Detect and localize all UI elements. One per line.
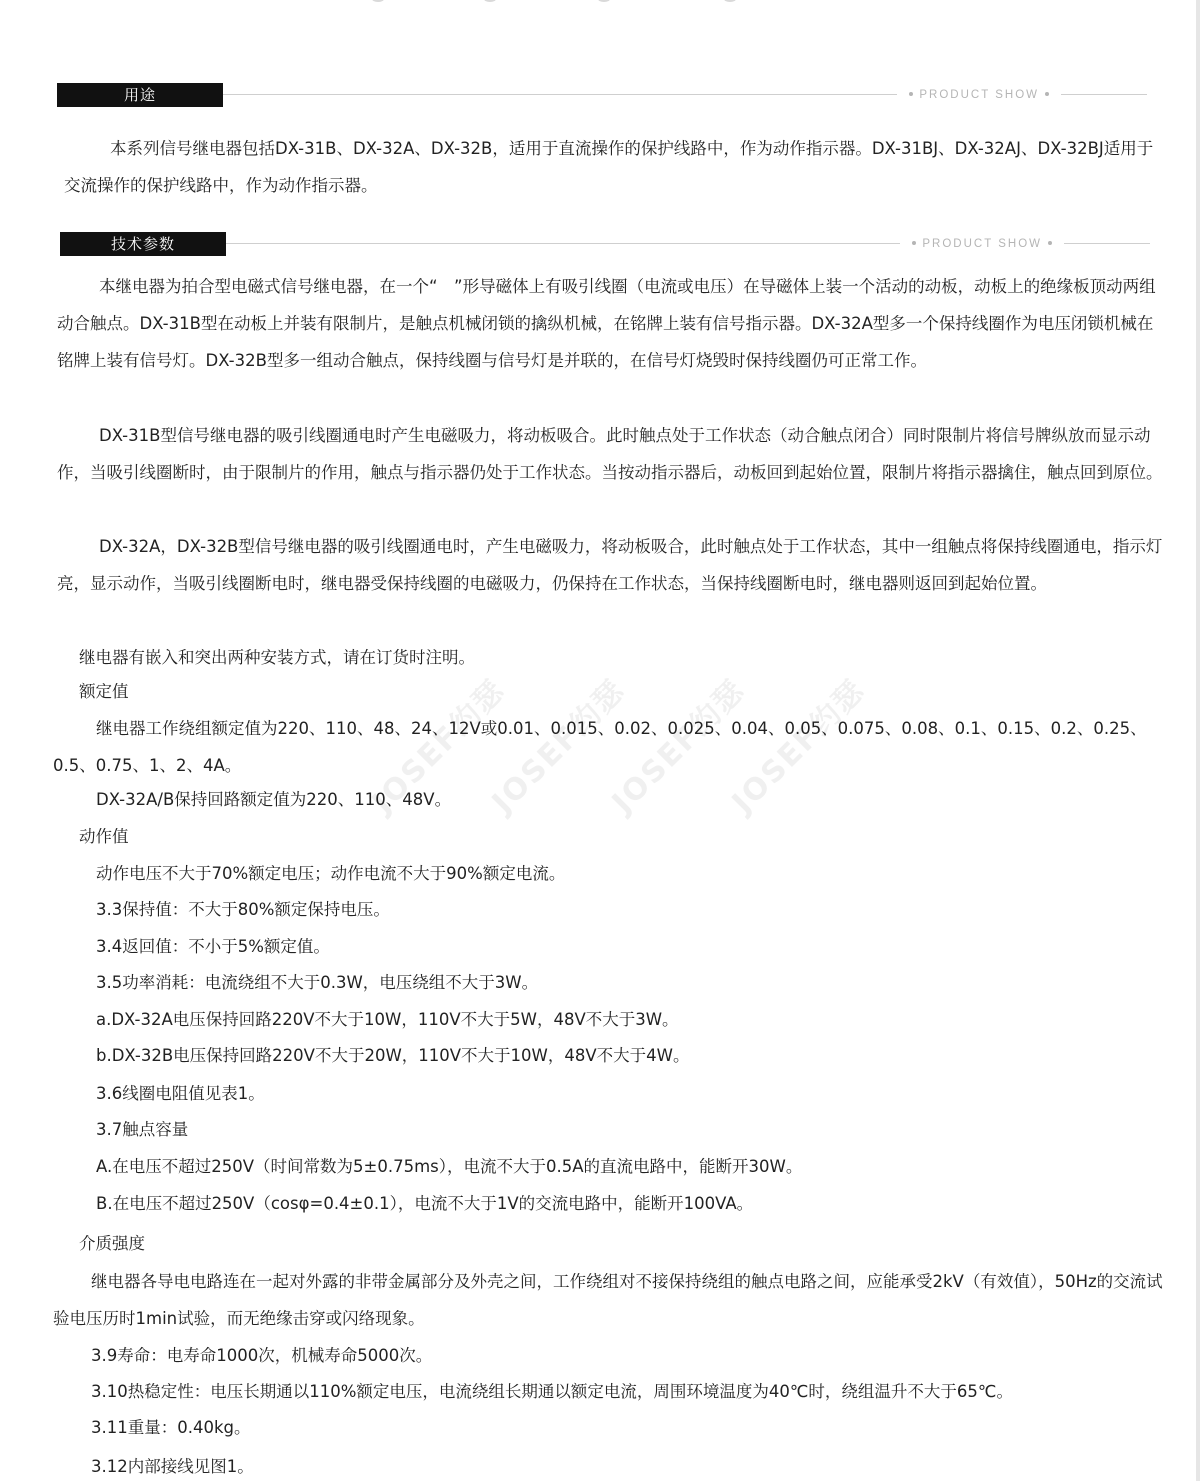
product-show-tag bbox=[900, 236, 1064, 252]
internal-wiring: 3.12内部接线见图1。 bbox=[91, 1457, 254, 1476]
product-show-tag bbox=[897, 87, 1061, 103]
section-header-tech bbox=[60, 232, 1150, 256]
contact-capacity-a: A.在电压不超过250V（时间常数为5±0.75ms），电流不大于0.5A的直流电路中，能断开30W。 bbox=[96, 1157, 803, 1176]
power-consumption-a: a.DX-32A电压保持回路220V不大于10W，110V不大于5W，48V不大于3W。 bbox=[96, 1010, 679, 1029]
action-values: 动作电压不大于70%额定电压；动作电流不大于90%额定电流。 bbox=[96, 864, 566, 883]
page-right-border bbox=[1196, 0, 1200, 1481]
watermark-logo: JOSEF约瑟 bbox=[605, 672, 753, 821]
dielectric-text: 继电器各导电电路连在一起对外露的非带金属部分及外壳之间，工作绕组对不接保持绕组的触点电路之间，应能承受2kV（有效值），50Hz的交流试验电压历时1min试验，而无绝缘击穿或闪络现象。 bbox=[53, 1272, 1163, 1328]
rated-heading: 额定值 bbox=[79, 682, 129, 701]
hold-value: 3.3保持值：不大于80%额定保持电压。 bbox=[96, 900, 390, 919]
install-note: 继电器有嵌入和突出两种安装方式，请在订货时注明。 bbox=[79, 648, 475, 667]
action-heading: 动作值 bbox=[79, 827, 129, 846]
watermark-logo: JOSEF约瑟 bbox=[365, 672, 513, 821]
tech-paragraph-3: DX-32A，DX-32B型信号继电器的吸引线圈通电时，产生电磁吸力，将动板吸合，此时触点处于工作状态，其中一组触点将保持线圈通电，指示灯亮，显示动作，当吸引线圈断电时，继电器受保持线圈的电磁吸力，仍保持在工作状态，当保持线圈断电时，继电器则返回到起始位置。 bbox=[57, 537, 1163, 593]
tech-paragraph-2: DX-31B型信号继电器的吸引线圈通电时产生电磁吸力，将动板吸合。此时触点处于工作状态（动合触点闭合）同时限制片将信号牌纵放而显示动作，当吸引线圈断时，由于限制片的作用，触点与指示器仍处于工作状态。当按动指示器后，动板回到起始位置，限制片将指示器擒住，触点回到原位。 bbox=[57, 426, 1163, 482]
section-label: 技术参数 bbox=[60, 232, 226, 256]
contact-capacity-heading: 3.7触点容量 bbox=[96, 1120, 189, 1139]
rated-hold-values: DX-32A/B保持回路额定值为220、110、48V。 bbox=[96, 790, 452, 809]
usage-paragraph: 本系列信号继电器包括DX-31B、DX-32A、DX-32B，适用于直流操作的保护线路中，作为动作指示器。DX-31BJ、DX-32AJ、DX-32BJ适用于交流操作的保护线路中，作为动作指示器。 bbox=[64, 139, 1154, 195]
power-consumption: 3.5功率消耗：电流绕组不大于0.3W，电压绕组不大于3W。 bbox=[96, 973, 539, 992]
thermal-stability: 3.10热稳定性：电压长期通以110%额定电压，电流绕组长期通以额定电流，周围环境温度为40℃时，绕组温升不大于65℃。 bbox=[91, 1382, 1013, 1401]
top-decoration bbox=[0, 0, 1200, 4]
contact-capacity-b: B.在电压不超过250V（cosφ=0.4±0.1），电流不大于1V的交流电路中，能断开100VA。 bbox=[96, 1194, 754, 1213]
weight: 3.11重量：0.40kg。 bbox=[91, 1418, 251, 1437]
dot-icon bbox=[909, 92, 913, 96]
dielectric-heading: 介质强度 bbox=[79, 1234, 145, 1253]
section-label: 用途 bbox=[57, 83, 223, 107]
tech-paragraph-1: 本继电器为拍合型电磁式信号继电器，在一个“ ”形导磁体上有吸引线圈（电流或电压）在导磁体上装一个活动的动板，动板上的绝缘板顶动两组动合触点。DX-31B型在动板上并装有限制片，是触点机械闭锁的擒纵机械，在铭牌上装有信号指示器。DX-32A型多一个保持线圈作为电压闭锁机械在铭牌上装有信号灯。DX-32B型多一组动合触点，保持线圈与信号灯是并联的，在信号灯烧毁时保持线圈仍可正常工作。 bbox=[57, 277, 1156, 370]
rated-values: 继电器工作绕组额定值为220、110、48、24、12V或0.01、0.015、0.02、0.025、0.04、0.05、0.075、0.08、0.1、0.15、0.2、0.25、0.5、0.75、1、2、4A。 bbox=[53, 719, 1147, 775]
return-value: 3.4返回值：不小于5%额定值。 bbox=[96, 937, 330, 956]
watermark-logo: JOSEF约瑟 bbox=[485, 672, 633, 821]
product-show-text: PRODUCT SHOW bbox=[922, 238, 1042, 250]
dot-icon bbox=[912, 241, 916, 245]
watermark-logo: JOSEF约瑟 bbox=[725, 672, 873, 821]
coil-resistance: 3.6线圈电阻值见表1。 bbox=[96, 1084, 265, 1103]
power-consumption-b: b.DX-32B电压保持回路220V不大于20W，110V不大于10W，48V不大于4W。 bbox=[96, 1046, 690, 1065]
dot-icon bbox=[1045, 92, 1049, 96]
dot-icon bbox=[1048, 241, 1052, 245]
service-life: 3.9寿命：电寿命1000次，机械寿命5000次。 bbox=[91, 1346, 433, 1365]
product-show-text: PRODUCT SHOW bbox=[919, 89, 1039, 101]
section-header-usage bbox=[57, 83, 1147, 107]
